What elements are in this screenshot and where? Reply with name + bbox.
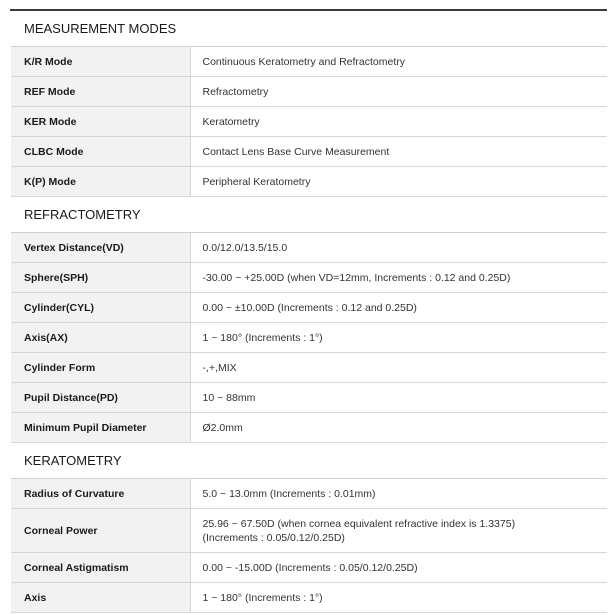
section-title: REFRACTOMETRY: [11, 197, 607, 233]
row-value: 1 ~ 180° (Increments : 1°): [190, 323, 607, 353]
row-value: Contact Lens Base Curve Measurement: [190, 137, 607, 167]
row-label: Cylinder Form: [11, 353, 190, 383]
section-title: KERATOMETRY: [11, 443, 607, 479]
row-label: KER Mode: [11, 107, 190, 137]
table-row: [11, 47, 607, 77]
row-label: Pupil Distance(PD): [11, 383, 190, 413]
table-row: [11, 383, 607, 413]
table-row: [11, 583, 607, 613]
row-label: Corneal Power: [11, 509, 190, 553]
row-label: Vertex Distance(VD): [11, 233, 190, 263]
table-row: [11, 413, 607, 443]
table-row: [11, 137, 607, 167]
section-header-refractometry: [11, 197, 607, 233]
table-row: [11, 263, 607, 293]
row-value: -,+,MIX: [190, 353, 607, 383]
row-value: Keratometry: [190, 107, 607, 137]
row-label: Minimum Pupil Diameter: [11, 413, 190, 443]
row-label: Axis: [11, 583, 190, 613]
row-label: Radius of Curvature: [11, 479, 190, 509]
row-value: 10 ~ 88mm: [190, 383, 607, 413]
table-row: [11, 293, 607, 323]
table-row: [11, 479, 607, 509]
row-label: Sphere(SPH): [11, 263, 190, 293]
table-row: [11, 553, 607, 583]
row-label: Corneal Astigmatism: [11, 553, 190, 583]
row-value: -30.00 ~ +25.00D (when VD=12mm, Increments : 0.12 and 0.25D): [190, 263, 607, 293]
row-value: 5.0 ~ 13.0mm (Increments : 0.01mm): [190, 479, 607, 509]
table-row: [11, 107, 607, 137]
row-label: Cylinder(CYL): [11, 293, 190, 323]
table-row: [11, 167, 607, 197]
table-row: [11, 77, 607, 107]
row-value: Continuous Keratometry and Refractometry: [190, 47, 607, 77]
row-value: 0.00 ~ ±10.00D (Increments : 0.12 and 0.25D): [190, 293, 607, 323]
table-row: [11, 323, 607, 353]
table-row: [11, 353, 607, 383]
table-row: [11, 233, 607, 263]
row-value-line-2: (Increments : 0.05/0.12/0.25D): [202, 531, 345, 544]
row-label: REF Mode: [11, 77, 190, 107]
section-header-measurement-modes: [11, 11, 607, 47]
section-header-keratometry: [11, 443, 607, 479]
row-value: 1 ~ 180° (Increments : 1°): [190, 583, 607, 613]
row-value: Refractometry: [190, 77, 607, 107]
row-value: Peripheral Keratometry: [190, 167, 607, 197]
table-row: [11, 509, 607, 553]
row-label: K(P) Mode: [11, 167, 190, 197]
row-value: Ø2.0mm: [190, 413, 607, 443]
row-value: [190, 509, 607, 553]
row-label: Axis(AX): [11, 323, 190, 353]
row-value-line-1: 25.96 ~ 67.50D (when cornea equivalent refractive index is 1.3375): [202, 517, 516, 530]
spec-table: [11, 11, 607, 613]
row-label: CLBC Mode: [11, 137, 190, 167]
row-value: 0.00 ~ -15.00D (Increments : 0.05/0.12/0.25D): [190, 553, 607, 583]
row-value: 0.0/12.0/13.5/15.0: [190, 233, 607, 263]
row-label: K/R Mode: [11, 47, 190, 77]
section-title: MEASUREMENT MODES: [11, 11, 607, 47]
